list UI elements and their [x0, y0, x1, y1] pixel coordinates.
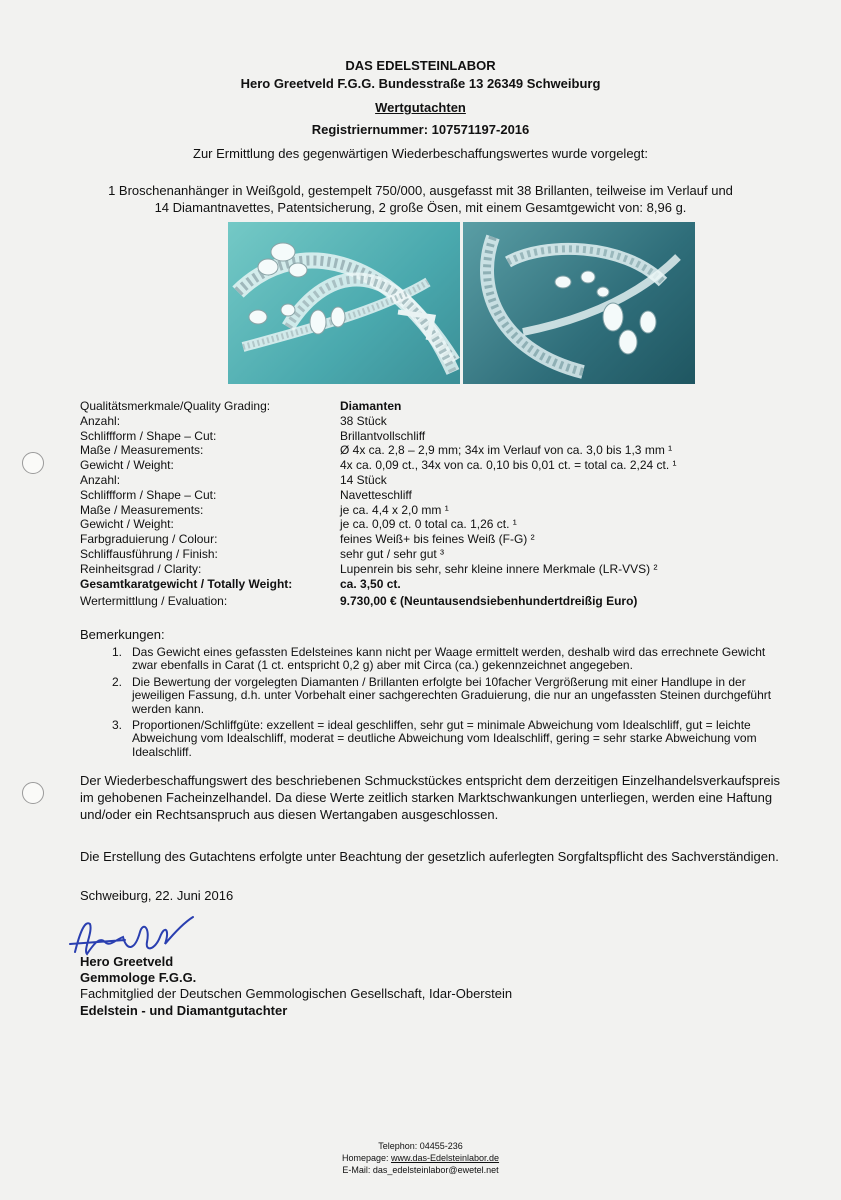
remark-item [80, 719, 780, 759]
grading-row [80, 562, 790, 577]
remark-item [80, 676, 780, 716]
grading-row [80, 532, 790, 547]
lab-name: DAS EDELSTEINLABOR [345, 58, 496, 73]
grading-label: Wertermittlung / Evaluation: [80, 594, 228, 609]
grading-value: Brillantvollschliff [340, 428, 426, 443]
grading-value: Diamanten [340, 399, 402, 413]
remark-text: Das Gewicht eines gefassten Edelsteines kann nicht per Waage ermittelt werden, deshalb wird das errechnete Gewicht zwar ebenfalls in Carat (1 ct. entspricht 0,2 g) aber mit Circa (ca.) gekennzeichnet angegeben. [132, 645, 766, 673]
punch-hole [22, 782, 44, 804]
brooch-photo-side [463, 222, 695, 384]
remark-number: 3. [111, 718, 122, 733]
grading-row [80, 488, 790, 503]
homepage-link[interactable]: www.das-Edelsteinlabor.de [390, 1153, 500, 1163]
grading-label: Farbgraduierung / Colour: [80, 532, 218, 547]
grading-label: Reinheitsgrad / Clarity: [80, 561, 202, 576]
remark-item [80, 646, 780, 673]
grading-value: je ca. 4,4 x 2,0 mm ¹ [340, 502, 449, 517]
homepage-label: Homepage: [341, 1153, 391, 1163]
grading-row [80, 594, 790, 609]
grading-label: Gewicht / Weight: [80, 458, 174, 473]
disclaimer-paragraph: Der Wiederbeschaffungswert des beschriebenen Schmuckstückes entspricht dem derzeitigen Einzelhandelsverkaufspreis im gehobenen Facheinzelhandel. Da diese Werte zeitlich starken Marktschwankungen unterliegen, werden eine Haftung und/oder ein Rechtsanspruch aus diesen Wertangaben ausgeschlossen. [80, 773, 780, 822]
grading-value: Navetteschliff [340, 487, 412, 502]
grading-value: sehr gut / sehr gut ³ [340, 546, 445, 561]
remark-text: Proportionen/Schliffgüte: exzellent = ideal geschliffen, sehr gut = minimale Abweichung vom Idealschliff, gut = leichte Abweichung vom Idealschliff, moderat = deutliche Abweichung vom Idealschliff, gering = sehr starke Abweichung vom Idealschliff. [132, 718, 757, 759]
grading-value: ca. 3,50 ct. [340, 576, 401, 591]
remarks-list [80, 646, 780, 762]
punch-hole [22, 452, 44, 474]
grading-label: Schliffform / Shape – Cut: [80, 487, 217, 502]
footer-homepage [0, 1153, 841, 1163]
grading-row [80, 399, 790, 414]
grading-label: Qualitätsmerkmale/Quality Grading: [80, 399, 271, 413]
lab-address: Hero Greetveld F.G.G. Bundesstraße 13 26349 Schweiburg [240, 76, 601, 91]
signatory-role: Edelstein - und Diamantgutachter [80, 1003, 288, 1018]
grading-row [80, 473, 790, 488]
grading-label: Anzahl: [80, 472, 121, 487]
footer-phone: Telephon: 04455-236 [378, 1141, 463, 1151]
grading-value: je ca. 0,09 ct. 0 total ca. 1,26 ct. ¹ [340, 517, 517, 532]
grading-label: Maße / Measurements: [80, 443, 204, 458]
signatory-name: Hero Greetveld [80, 954, 174, 969]
brooch-photo-front [228, 222, 460, 384]
grading-value: Ø 4x ca. 2,8 – 2,9 mm; 34x im Verlauf von ca. 3,0 bis 1,3 mm ¹ [340, 443, 673, 458]
grading-row [80, 577, 790, 592]
grading-label: Maße / Measurements: [80, 502, 204, 517]
description-line: 1 Broschenanhänger in Weißgold, gestempelt 750/000, ausgefasst mit 38 Brillanten, teilweise im Verlauf und [108, 183, 733, 198]
grading-value: 38 Stück [340, 413, 387, 428]
intro-text: Zur Ermittlung des gegenwärtigen Wiederbeschaffungswertes wurde vorgelegt: [193, 146, 648, 161]
signatory-title: Gemmologe F.G.G. [80, 970, 197, 985]
remark-number: 1. [111, 645, 122, 659]
grading-row [80, 517, 790, 532]
grading-label: Gewicht / Weight: [80, 517, 174, 532]
grading-row [80, 547, 790, 562]
grading-label: Schliffform / Shape – Cut: [80, 428, 217, 443]
remark-text: Die Bewertung der vorgelegten Diamanten / Brillanten erfolgte bei 10facher Vergrößerung mit einer Handlupe in der jeweiligen Fassung, d.h. unter Vorbehalt einer sachgerechten Graduierung, die nur an ungefassten Steinen durchgeführt werden kann. [132, 674, 772, 716]
grading-value: 4x ca. 0,09 ct., 34x von ca. 0,10 bis 0,01 ct. = total ca. 2,24 ct. ¹ [340, 458, 677, 473]
grading-label: Gesamtkaratgewicht / Totally Weight: [80, 576, 293, 591]
remarks-title: Bemerkungen: [80, 627, 165, 642]
footer-email: E-Mail: das_edelsteinlabor@ewetel.net [342, 1165, 499, 1175]
document-title: Wertgutachten [375, 100, 466, 115]
diligence-paragraph: Die Erstellung des Gutachtens erfolgte unter Beachtung der gesetzlich auferlegten Sorgfaltspflicht des Sachverständigen. [80, 849, 779, 864]
grading-label: Anzahl: [80, 413, 121, 428]
grading-value: feines Weiß+ bis feines Weiß (F-G) ² [340, 532, 535, 547]
grading-row [80, 443, 790, 458]
grading-value: 14 Stück [340, 472, 387, 487]
grading-row [80, 458, 790, 473]
grading-label: Schliffausführung / Finish: [80, 546, 218, 561]
grading-value: Lupenrein bis sehr, sehr kleine innere Merkmale (LR-VVS) ² [340, 561, 658, 576]
grading-table [80, 399, 790, 609]
grading-value: 9.730,00 € (Neuntausendsiebenhundertdreißig Euro) [340, 594, 638, 609]
grading-row [80, 429, 790, 444]
item-description [0, 182, 841, 216]
place-date: Schweiburg, 22. Juni 2016 [80, 888, 234, 903]
grading-row [80, 503, 790, 518]
grading-row [80, 414, 790, 429]
remark-number: 2. [111, 674, 122, 689]
registration-number: Registriernummer: 107571197-2016 [311, 122, 530, 137]
description-line: 14 Diamantnavettes, Patentsicherung, 2 große Ösen, mit einem Gesamtgewicht von: 8,96 g. [154, 200, 687, 215]
signatory-membership: Fachmitglied der Deutschen Gemmologischen Gesellschaft, Idar-Oberstein [80, 986, 513, 1001]
